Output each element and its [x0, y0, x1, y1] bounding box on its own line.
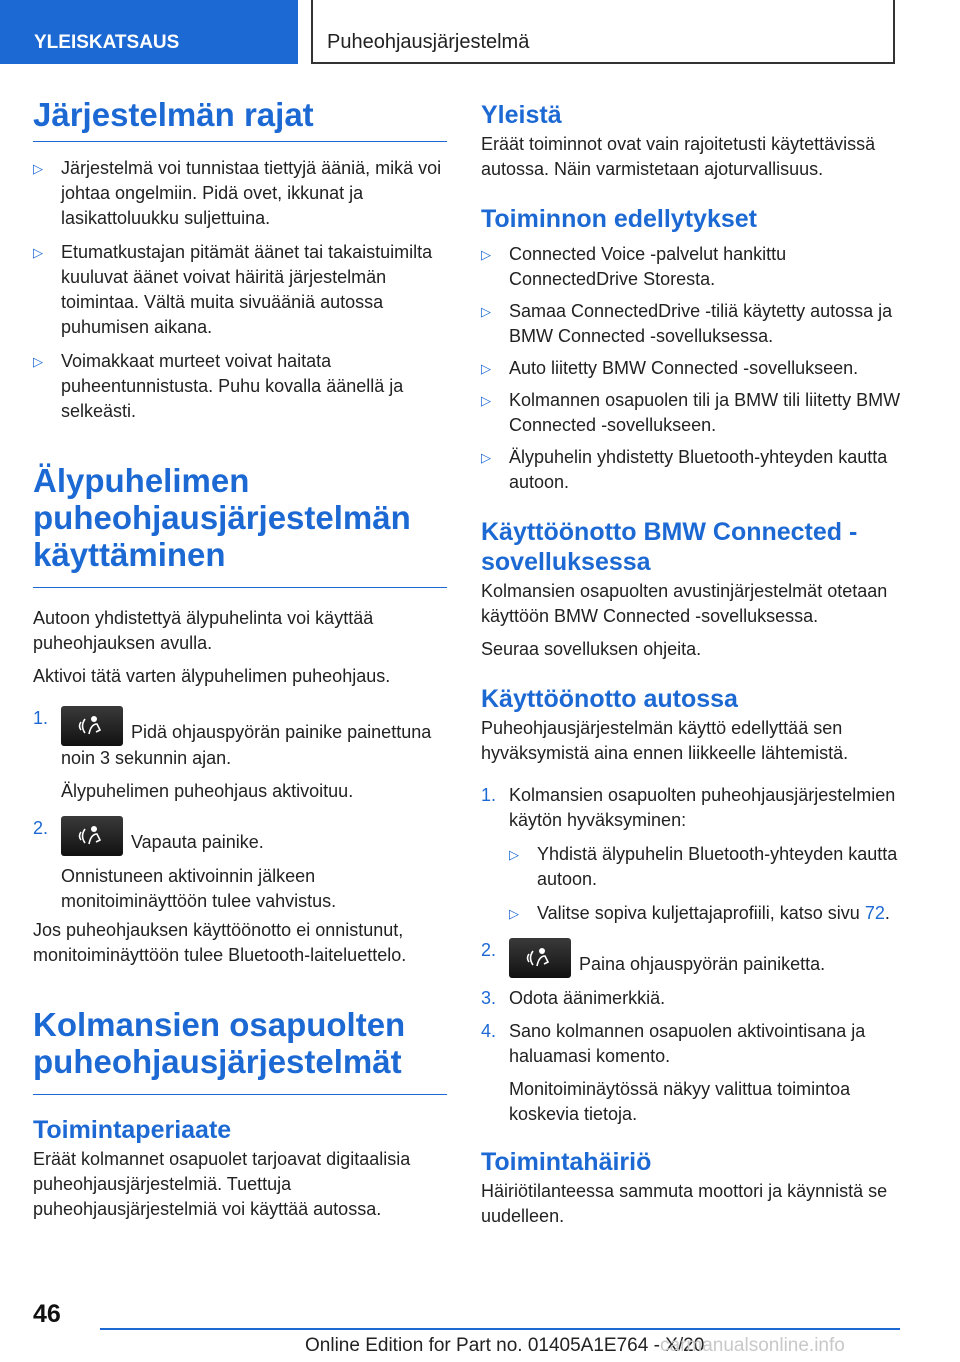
triangle-bullet-icon: ▷ — [509, 847, 519, 862]
voice-button-icon — [61, 706, 123, 746]
subheading-principle: Toimintaperiaate — [33, 1116, 232, 1144]
step-item: 4. Sano kolmannen osapuolen aktivointisana ja haluamasi komento. Monitoiminäytössä näkyy valittua toimintoa koskevia tietoja. — [481, 1019, 901, 1127]
list-item: ▷ Järjestelmä voi tunnistaa tiettyjä ääniä, mikä voi johtaa ongelmiin. Pidä ovet, ikkunat ja lasikattoluukku suljettuina. — [33, 158, 442, 228]
triangle-bullet-icon: ▷ — [481, 247, 491, 262]
sub-list — [509, 842, 901, 926]
watermark: carmanualsonline.info — [660, 1335, 845, 1356]
subheading-fault: Toimintahäiriö — [481, 1148, 652, 1176]
limits-list — [33, 156, 447, 424]
page-number: 46 — [33, 1300, 61, 1328]
triangle-bullet-icon: ▷ — [33, 354, 43, 369]
voice-button-icon — [61, 816, 123, 856]
paragraph: Eräät kolmannet osapuolet tarjoavat digitaalisia puheohjausjärjestelmiä. Tuettuja puheohjausjärjestelmiä voi käyttää autossa. — [33, 1149, 411, 1219]
paragraph: Aktivoi tätä varten älypuhelimen puheohjaus. — [33, 666, 391, 686]
triangle-bullet-icon: ▷ — [33, 245, 43, 260]
paragraph: Autoon yhdistettyä älypuhelinta voi käyttää puheohjauksen avulla. — [33, 608, 374, 653]
paragraph: Puheohjausjärjestelmän käyttö edellyttää sen hyväksymistä aina ennen liikkeelle lähtemistä. — [481, 718, 849, 763]
subheading-bmw-app: Käyttöönotto BMW Connected -sovelluksessa — [481, 518, 858, 576]
breadcrumb: Puheohjausjärjestelmä — [311, 0, 895, 64]
triangle-bullet-icon: ▷ — [481, 361, 491, 376]
list-item: ▷ Voimakkaat murteet voivat haitata puheentunnistusta. Puhu kovalla äänellä ja selkeästi. — [33, 351, 404, 421]
activation-steps — [33, 706, 447, 914]
step-item: 1. Pidä ohjauspyörän painike painettuna noin 3 sekunnin ajan. Älypuhelimen puheohjaus aktivoituu. — [33, 706, 447, 804]
triangle-bullet-icon: ▷ — [481, 304, 491, 319]
paragraph: Häiriötilanteessa sammuta moottori ja käynnistä se uudelleen. — [481, 1181, 888, 1226]
list-item: ▷ Yhdistä älypuhelin Bluetooth-yhteyden kautta autoon. — [509, 844, 898, 889]
list-item: ▷ Samaa ConnectedDrive -tiliä käytetty autossa ja BMW Connected -sovelluksessa. — [481, 301, 893, 346]
paragraph: Jos puheohjauksen käyttöönotto ei onnistunut, monitoiminäyttöön tulee Bluetooth-laiteluettelo. — [33, 920, 407, 965]
section-tab: YLEISKATSAUS — [0, 0, 298, 64]
voice-button-icon — [509, 938, 571, 978]
list-item: ▷ Connected Voice -palvelut hankittu ConnectedDrive Storesta. — [481, 244, 787, 289]
heading-smartphone-voice: Älypuhelimen puheohjausjärjestelmän käyttäminen — [33, 462, 447, 588]
step-item: 2. Paina ohjauspyörän painiketta. — [481, 938, 901, 978]
list-item: ▷ Älypuhelin yhdistetty Bluetooth-yhteyden kautta autoon. — [481, 447, 888, 492]
triangle-bullet-icon: ▷ — [481, 450, 491, 465]
edition-line: Online Edition for Part no. 01405A1E764 - X/20 — [305, 1335, 705, 1356]
left-column — [33, 96, 447, 1222]
step-item: 1. Kolmansien osapuolten puheohjausjärjestelmien käytön hyväksyminen: ▷ Yhdistä älypuhelin Bluetooth-yhteyden kautta autoon. ▷ Valitse sopiva kuljettajaprofiili, katso sivu 72. — [481, 783, 901, 926]
heading-third-party: Kolmansien osapuolten puheohjausjärjestelmät — [33, 1006, 447, 1095]
paragraph: Kolmansien osapuolten avustinjärjestelmät otetaan käyttöön BMW Connected -sovelluksessa. — [481, 581, 888, 626]
right-column — [481, 100, 901, 1229]
list-item: ▷ Etumatkustajan pitämät äänet tai takaistuimilta kuuluvat äänet voivat häiritä järjestelmän toimintaa. Vältä muita sivuääniä autossa puhumisen aikana. — [33, 242, 433, 337]
prerequisites-list — [481, 242, 901, 495]
footer-divider — [100, 1328, 900, 1330]
step-result: Onnistuneen aktivoinnin jälkeen monitoiminäyttöön tulee vahvistus. — [61, 866, 337, 911]
step-item: 3. Odota äänimerkkiä. — [481, 988, 666, 1008]
step-result: Älypuhelimen puheohjaus aktivoituu. — [61, 781, 354, 801]
page-link[interactable]: 72 — [864, 903, 885, 923]
paragraph: Seuraa sovelluksen ohjeita. — [481, 639, 702, 659]
subheading-general: Yleistä — [481, 101, 562, 129]
triangle-bullet-icon: ▷ — [33, 161, 43, 176]
in-car-steps — [481, 783, 901, 1127]
subheading-prerequisites: Toiminnon edellytykset — [481, 205, 757, 233]
paragraph: Eräät toiminnot ovat vain rajoitetusti käytettävissä autossa. Näin varmistetaan ajoturvallisuus. — [481, 134, 876, 179]
list-item: ▷ Valitse sopiva kuljettajaprofiili, katso sivu 72. — [509, 901, 901, 926]
subheading-in-car: Käyttöönotto autossa — [481, 685, 738, 713]
step-item: 2. Vapauta painike. Onnistuneen aktivoinnin jälkeen monitoiminäyttöön tulee vahvistus. — [33, 816, 447, 914]
triangle-bullet-icon: ▷ — [481, 393, 491, 408]
list-item: ▷ Kolmannen osapuolen tili ja BMW tili liitetty BMW Connected -sovellukseen. — [481, 390, 901, 435]
heading-system-limits: Järjestelmän rajat — [33, 96, 447, 142]
step-result: Monitoiminäytössä näkyy valittua toimintoa koskevia tietoja. — [509, 1079, 851, 1124]
triangle-bullet-icon: ▷ — [509, 906, 519, 921]
list-item: ▷ Auto liitetty BMW Connected -sovellukseen. — [481, 356, 901, 381]
